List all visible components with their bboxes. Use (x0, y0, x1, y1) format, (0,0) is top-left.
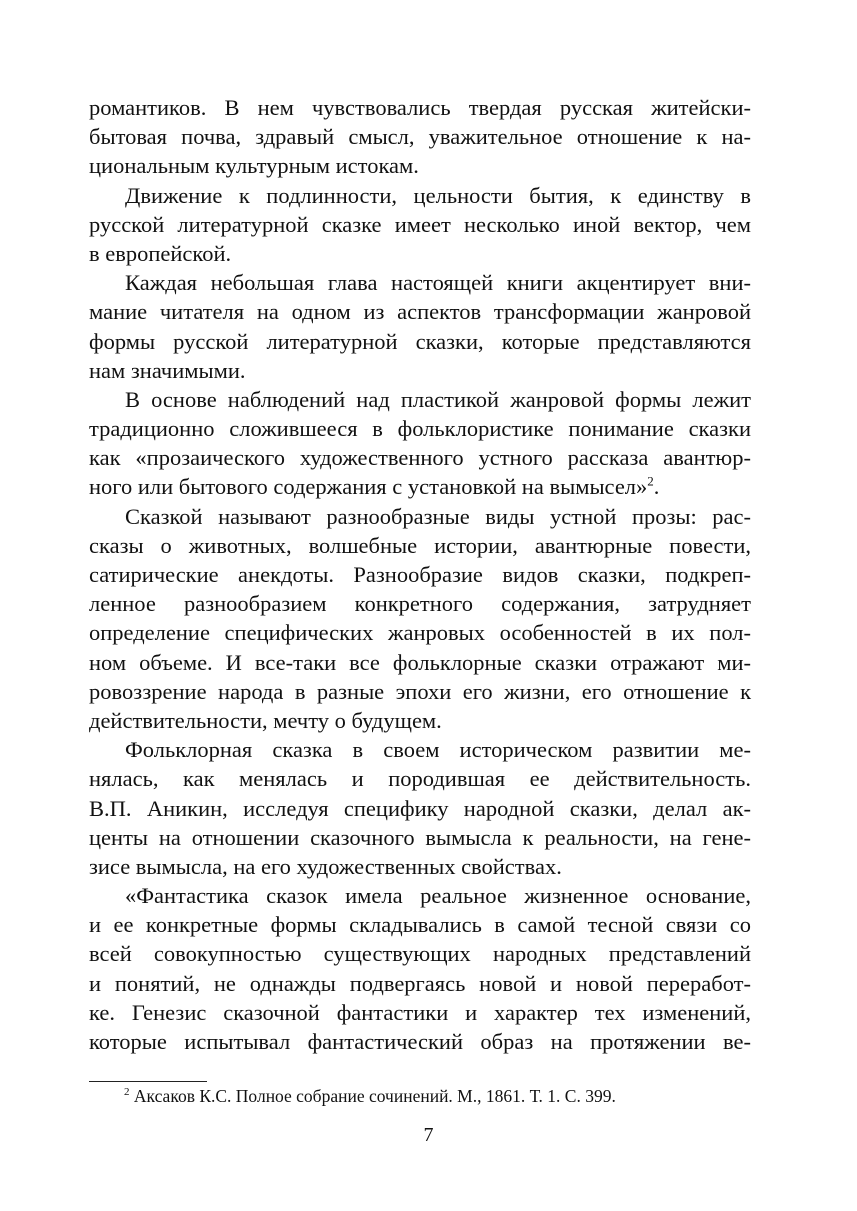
text-line-content: зисе вымысла, на его художественных свойствах. (89, 853, 562, 879)
text-line-content: романтиков. В нем чувствовались твердая русская житейски- (89, 95, 751, 120)
text-line-content: ровоззрение народа в разные эпохи его жизни, его отношение к (89, 678, 751, 704)
text-line-content: ного или бытового содержания с установкой на вымысел» (89, 474, 648, 500)
text-line-content: традиционно сложившееся в фольклористике понимание сказки (89, 416, 751, 442)
footnote (124, 1085, 616, 1107)
text-line-content: русской литературной сказке имеет несколько иной вектор, чем (89, 211, 751, 237)
text-line-content: циональным культурным истокам. (89, 153, 419, 179)
text-line (89, 648, 751, 677)
text-line-content: ленное разнообразием конкретного содержания, затрудняет (89, 591, 751, 617)
text-line-content: Каждая небольшая глава настоящей книги акцентирует вни- (125, 270, 751, 296)
text-line-content: как «прозаического художественного устного рассказа авантюр- (89, 445, 751, 471)
text-line (89, 356, 751, 385)
text-line (89, 181, 751, 210)
text-line (89, 210, 751, 239)
text-line-content: сказы о животных, волшебные истории, авантюрные повести, (89, 532, 751, 558)
text-line-content: нялась, как менялась и породившая ее действительность. (89, 766, 751, 792)
text-line (89, 297, 751, 326)
text-line-content: Сказкой называют разнообразные виды устной прозы: рас- (125, 503, 751, 529)
text-line (89, 881, 751, 910)
text-line (89, 93, 751, 122)
text-line (89, 589, 751, 618)
text-line (89, 268, 751, 297)
text-line-content: мание читателя на одном из аспектов трансформации жанровой (89, 299, 751, 325)
text-line-content: Движение к подлинности, цельности бытия, к единству в (125, 182, 751, 208)
text-line (89, 151, 751, 180)
text-line (89, 531, 751, 560)
text-line (89, 677, 751, 706)
text-line-content: и ее конкретные формы складывались в самой тесной связи со (89, 912, 751, 938)
text-line (89, 1027, 751, 1056)
text-line-punctuation: . (653, 474, 660, 500)
text-line-content: В.П. Аникин, исследуя специфику народной сказки, делал ак- (89, 795, 751, 821)
text-line (89, 794, 751, 823)
text-line (89, 472, 751, 501)
footnote-mark: 2 (124, 1086, 130, 1099)
footnote-reference: 2 (647, 473, 654, 489)
text-line-content: ке. Генезис сказочной фантастики и характер тех изменений, (89, 999, 751, 1025)
text-line (89, 910, 751, 939)
text-line (89, 969, 751, 998)
text-line-content: и понятий, не однажды подвергаясь новой и новой переработ- (89, 970, 751, 996)
text-line-content: в европейской. (89, 240, 232, 266)
text-line-content: нам значимыми. (89, 357, 246, 383)
text-line (89, 823, 751, 852)
text-line-content: всей совокупностью существующих народных представлений (89, 941, 751, 967)
text-line (89, 735, 751, 764)
footnote-text: Аксаков К.С. Полное собрание сочинений. М., 1861. Т. 1. С. 399. (129, 1086, 616, 1106)
text-line-content: «Фантастика сказок имела реальное жизненное основание, (125, 883, 751, 909)
text-line (89, 443, 751, 472)
text-line-content: ном объеме. И все-таки все фольклорные сказки отражают ми- (89, 649, 751, 675)
text-line (89, 764, 751, 793)
text-line-content: бытовая почва, здравый смысл, уважительное отношение к на- (89, 124, 751, 150)
body-text (89, 93, 751, 1056)
text-line (89, 618, 751, 647)
text-line-content: действительности, мечту о будущем. (89, 707, 442, 733)
text-line (89, 502, 751, 531)
text-line (89, 239, 751, 268)
text-line (89, 706, 751, 735)
text-line (89, 327, 751, 356)
text-line (89, 414, 751, 443)
page-number: 7 (423, 1124, 434, 1146)
text-line (89, 122, 751, 151)
text-line-content: сатирические анекдоты. Разнообразие видов сказки, подкреп- (89, 562, 751, 587)
text-line (89, 939, 751, 968)
text-line-content: В основе наблюдений над пластикой жанровой формы лежит (125, 386, 751, 412)
footnote-separator (89, 1081, 207, 1082)
text-line (89, 385, 751, 414)
text-line (89, 852, 751, 881)
text-line-content: которые испытывал фантастический образ на протяжении ве- (89, 1029, 751, 1054)
text-line-content: формы русской литературной сказки, которые представляются (89, 328, 751, 354)
text-line-content: центы на отношении сказочного вымысла к реальности, на гене- (89, 824, 751, 850)
text-line (89, 998, 751, 1027)
text-line (89, 560, 751, 589)
text-line-content: Фольклорная сказка в своем историческом развитии ме- (125, 737, 751, 763)
text-line-content: определение специфических жанровых особенностей в их пол- (89, 620, 751, 646)
